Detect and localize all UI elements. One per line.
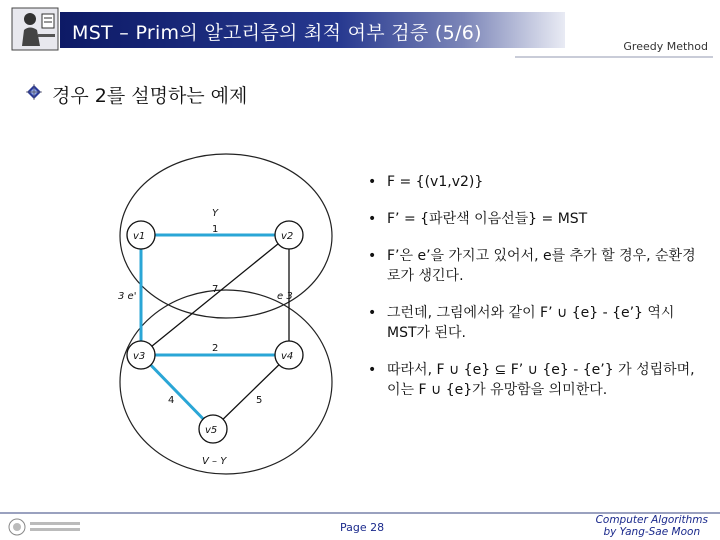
bullet-dot-icon: • <box>368 174 377 190</box>
bullet-text: 그런데, 그림에서와 같이 F’ ∪ {e} - {e’} 역시 MST가 된다. <box>387 305 675 341</box>
bullet-text: F’은 e’을 가지고 있어서, e를 추가 할 경우, 순환경로가 생긴다. <box>387 248 696 284</box>
node-label: v1 <box>133 231 146 242</box>
footer-course: Computer Algorithms <box>595 514 708 526</box>
node-label: v4 <box>281 351 294 362</box>
set-y-label: Y <box>212 208 219 219</box>
edge-weight-label: 5 <box>256 395 263 406</box>
node-v4 <box>275 341 303 369</box>
node-v2 <box>275 221 303 249</box>
university-logo-icon <box>8 518 86 536</box>
edge-weight-label: 7 <box>212 284 219 295</box>
edge-v3-v5 <box>141 355 213 429</box>
node-v5 <box>199 415 227 443</box>
bullet-item <box>365 360 705 400</box>
node-label: v2 <box>281 231 294 242</box>
bullet-list <box>365 172 705 417</box>
footer-author: by Yang-Sae Moon <box>603 526 701 538</box>
edge-v4-v5 <box>213 355 289 429</box>
bullet-text: F’ = {파란색 이음선들} = MST <box>387 211 588 227</box>
bullet-item <box>365 172 705 192</box>
slide-heading: 경우 2를 설명하는 예제 <box>52 85 248 107</box>
title-bar <box>0 0 720 62</box>
bullet-dot-icon: • <box>368 211 377 227</box>
bullet-item <box>365 209 705 229</box>
node-v1 <box>127 221 155 249</box>
edge-weight-label: 4 <box>168 395 175 406</box>
set-v-minus-y-label: V – Y <box>202 456 227 467</box>
bullet-dot-icon: • <box>368 248 377 264</box>
bullet-dot-icon: • <box>368 362 377 378</box>
node-label: v3 <box>133 351 146 362</box>
page-number: Page 28 <box>340 521 385 534</box>
graph-diagram <box>96 150 356 480</box>
edge-v2-v3 <box>141 235 289 355</box>
edge-weight-label: 1 <box>212 224 219 235</box>
bullet-item <box>365 303 705 343</box>
edge-weight-label: 2 <box>212 343 219 354</box>
bullet-text: F = {(v1,v2)} <box>387 174 484 190</box>
bullet-text: 따라서, F ∪ {e} ⊆ F’ ∪ {e} - {e’} 가 성립하며, 이는 F ∪ {e}가 유망함을 의미한다. <box>387 362 695 398</box>
footer-credit <box>596 514 708 538</box>
node-label: v5 <box>205 425 218 436</box>
teacher-logo-icon <box>10 6 60 52</box>
page-title: MST – Prim의 알고리즘의 최적 여부 검증 (5/6) <box>72 22 482 44</box>
bullet-item <box>365 246 705 286</box>
node-v3 <box>127 341 155 369</box>
edge-weight-label: e 3 <box>277 291 293 302</box>
edge-weight-label: 3 e' <box>118 291 137 302</box>
bullet-gem-icon <box>26 84 42 100</box>
bullet-dot-icon: • <box>368 305 377 321</box>
title-rule <box>515 56 713 58</box>
section-subtitle: Greedy Method <box>623 40 708 53</box>
